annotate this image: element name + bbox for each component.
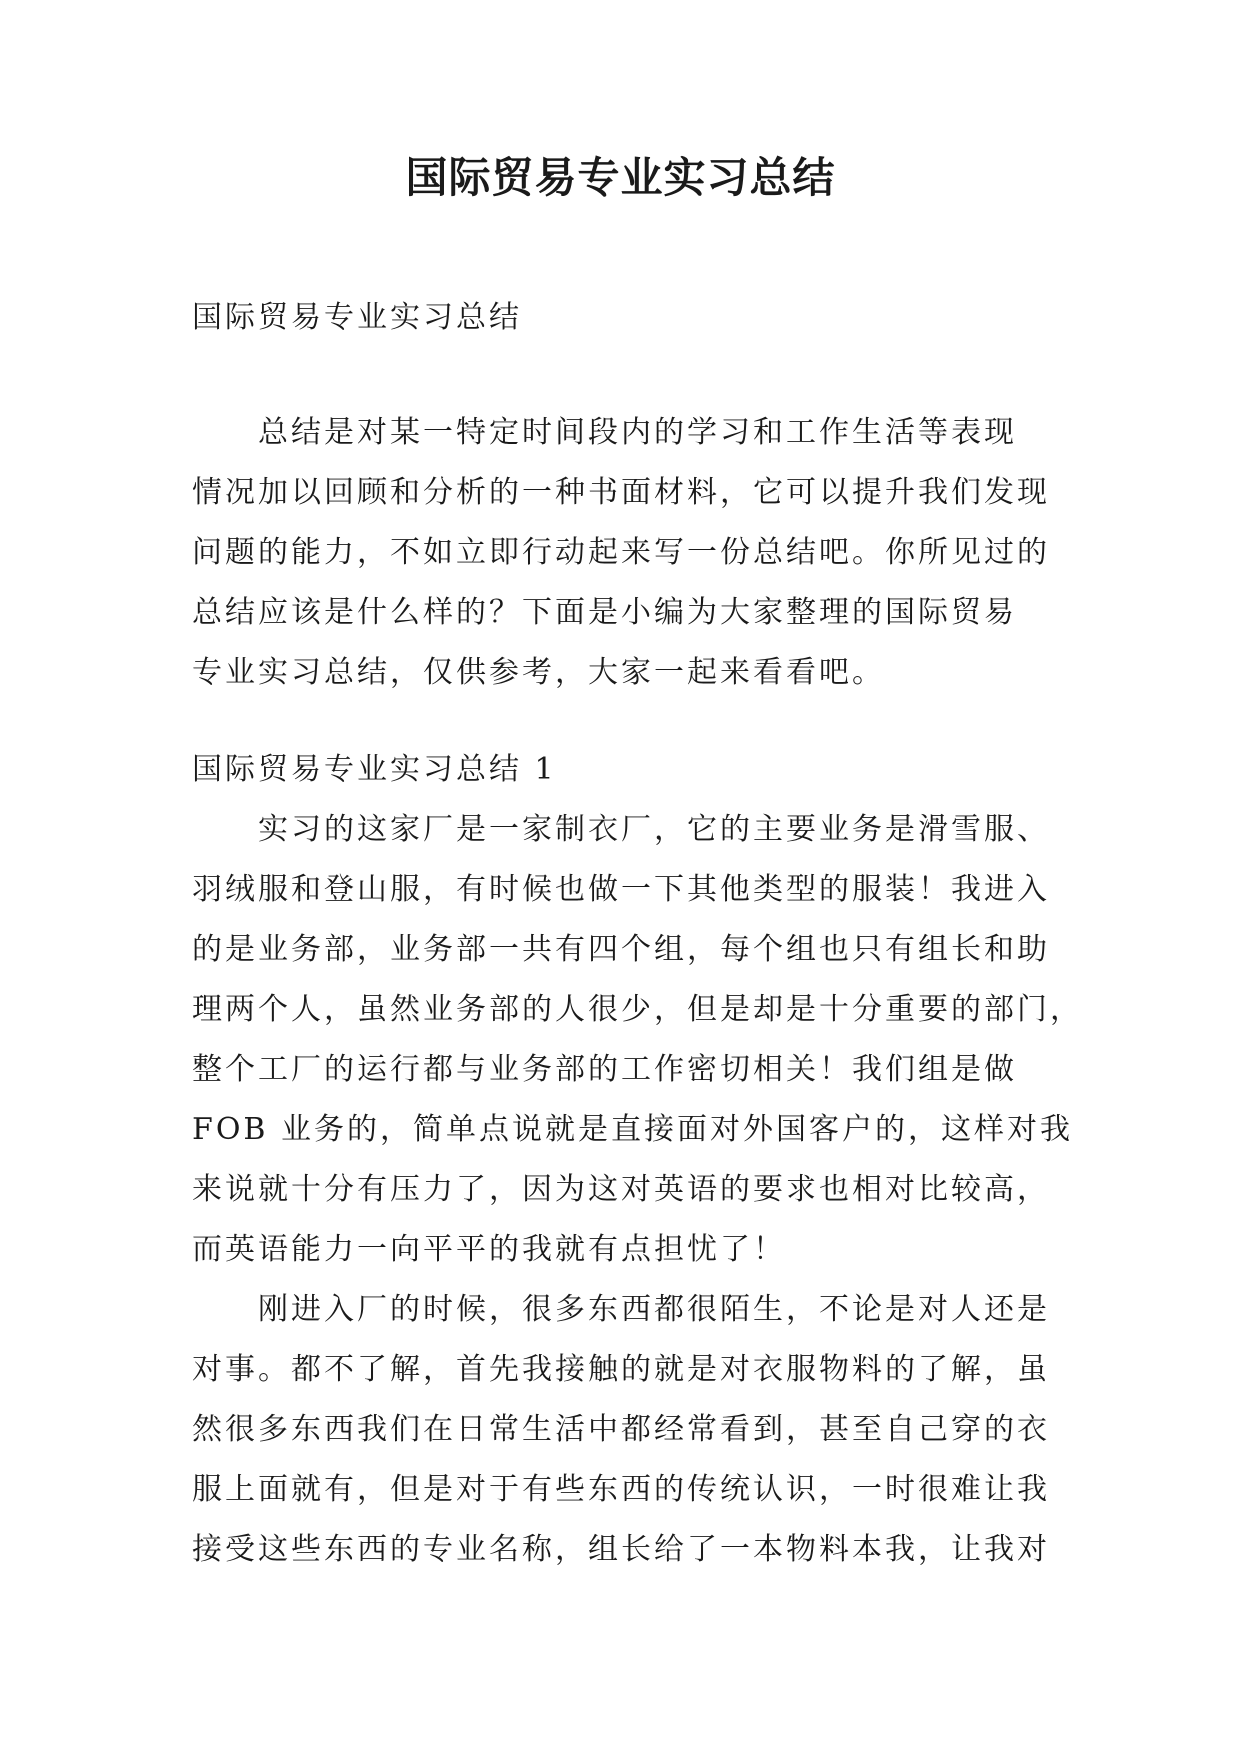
- intro-line: 情况加以回顾和分析的一种书面材料，它可以提升我们发现: [192, 475, 1050, 510]
- intro-line: 问题的能力，不如立即行动起来写一份总结吧。你所见过的: [192, 535, 1050, 570]
- intro-line: 专业实习总结，仅供参考，大家一起来看看吧。: [192, 655, 885, 690]
- paragraph-line: 刚进入厂的时候，很多东西都很陌生，不论是对人还是: [258, 1292, 1050, 1327]
- paragraph-line: 整个工厂的运行都与业务部的工作密切相关！我们组是做: [192, 1052, 1017, 1087]
- paragraph-line: 服上面就有，但是对于有些东西的传统认识，一时很难让我: [192, 1472, 1050, 1507]
- paragraph-line: 对事。都不了解，首先我接触的就是对衣服物料的了解，虽: [192, 1352, 1050, 1387]
- paragraph-line: 理两个人，虽然业务部的人很少，但是却是十分重要的部门，: [192, 992, 1083, 1027]
- section-paragraph-2: [192, 1280, 1052, 1580]
- document-title: 国际贸易专业实习总结: [405, 153, 836, 202]
- paragraph-line: 而英语能力一向平平的我就有点担忧了！: [192, 1232, 786, 1267]
- intro-line: 总结应该是什么样的？下面是小编为大家整理的国际贸易: [192, 595, 1017, 630]
- paragraph-line: 来说就十分有压力了，因为这对英语的要求也相对比较高，: [192, 1172, 1050, 1207]
- paragraph-line: 的是业务部，业务部一共有四个组，每个组也只有组长和助: [192, 932, 1050, 967]
- intro-line: 总结是对某一特定时间段内的学习和工作生活等表现: [258, 415, 1017, 450]
- paragraph-line: FOB 业务的，简单点说就是直接面对外国客户的，这样对我: [192, 1112, 1073, 1147]
- paragraph-line: 羽绒服和登山服，有时候也做一下其他类型的服装！我进入: [192, 872, 1050, 907]
- section-paragraph-1: [192, 800, 1083, 1280]
- paragraph-line: 实习的这家厂是一家制衣厂，它的主要业务是滑雪服、: [258, 812, 1050, 847]
- paragraph-line: 接受这些东西的专业名称，组长给了一本物料本我，让我对: [192, 1532, 1050, 1567]
- paragraph-line: 然很多东西我们在日常生活中都经常看到，甚至自己穿的衣: [192, 1412, 1050, 1447]
- intro-paragraph: [192, 403, 1052, 703]
- section-heading: 国际贸易专业实习总结 1: [192, 752, 557, 787]
- document-subtitle: 国际贸易专业实习总结: [192, 300, 522, 335]
